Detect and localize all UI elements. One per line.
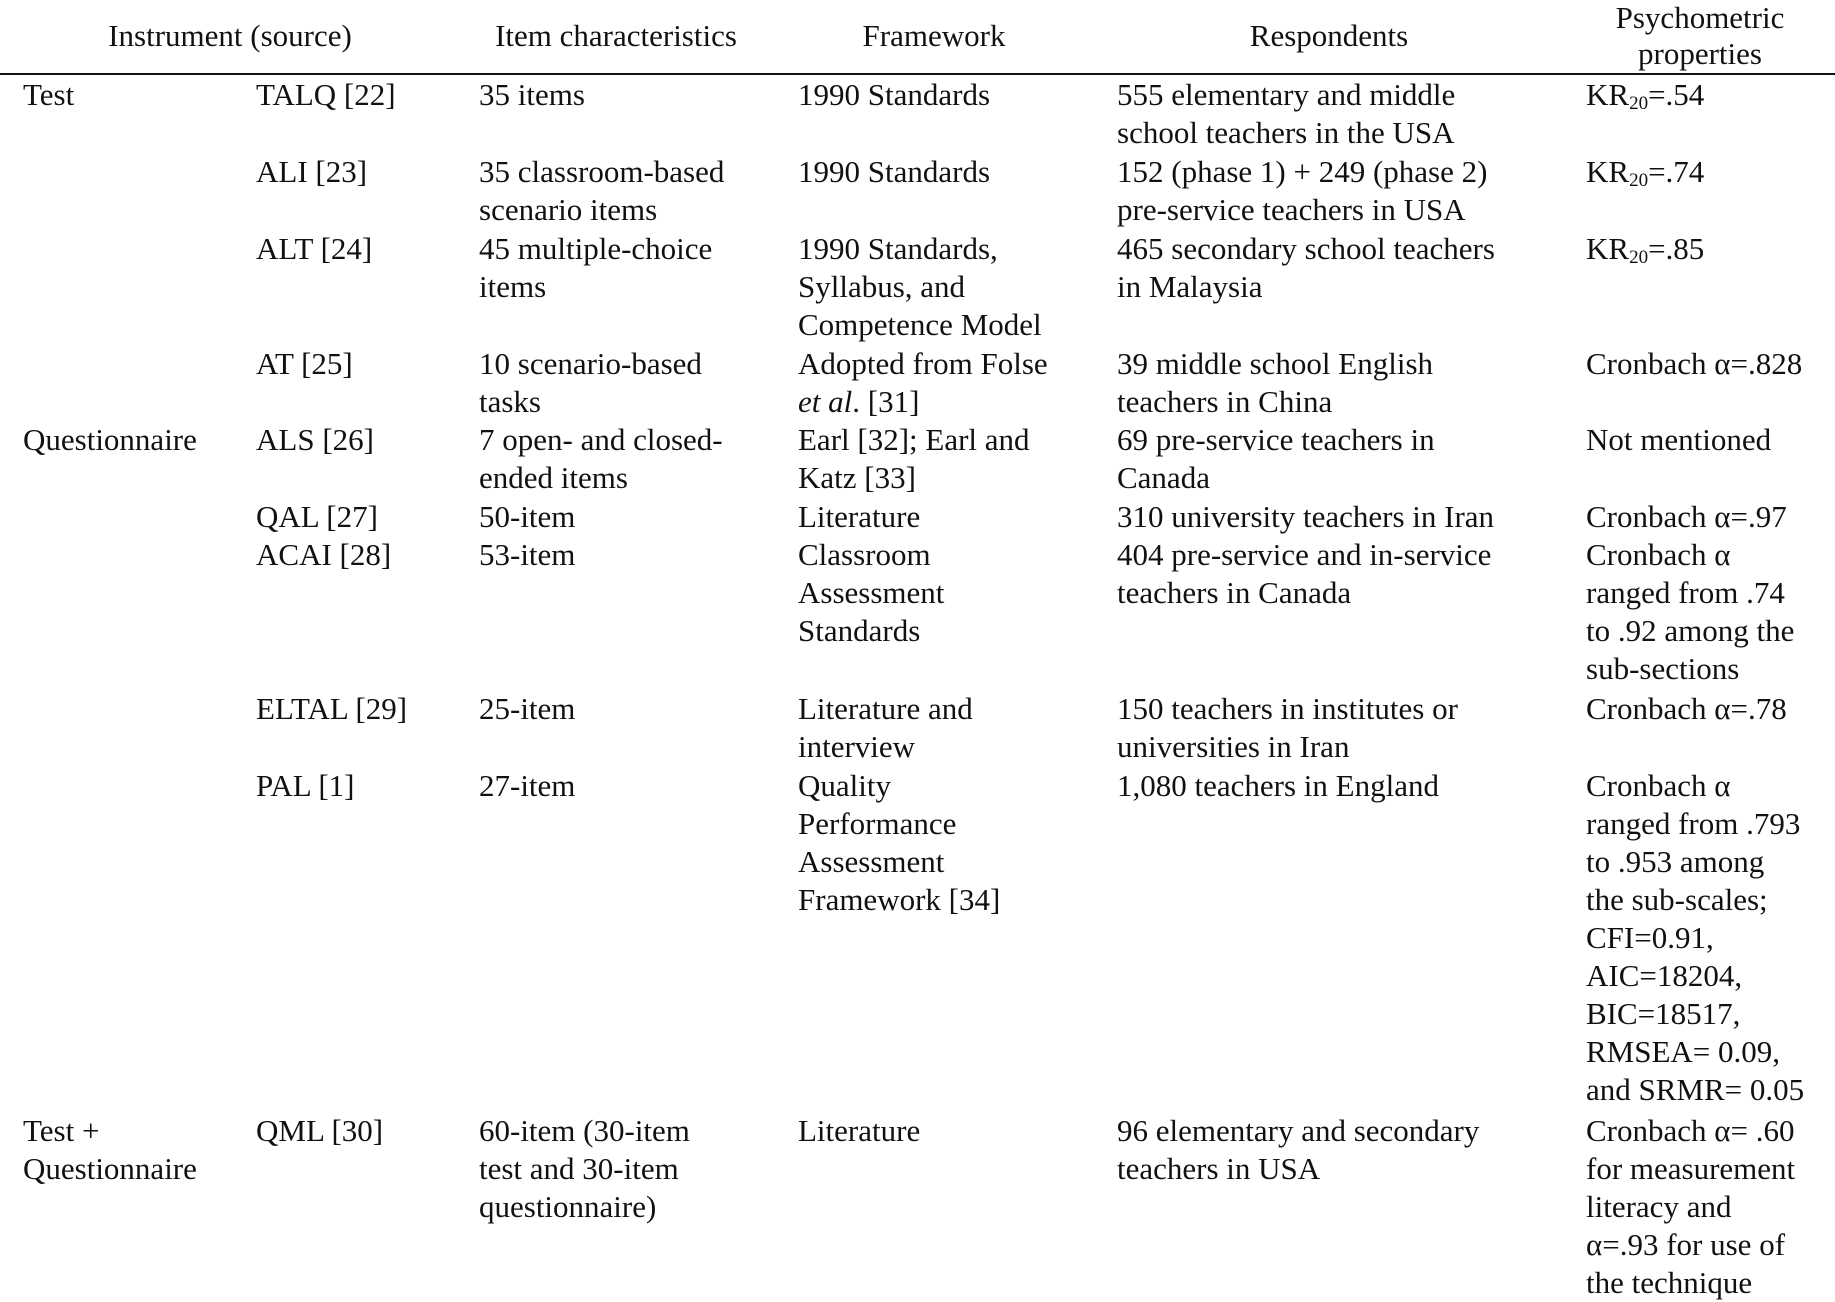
framework-line: Quality: [798, 768, 891, 803]
respondents-line: school teachers in the USA: [1117, 115, 1455, 150]
respondents-line: 96 elementary and secondary: [1117, 1113, 1480, 1148]
psychometric-line: α=.93 for use of: [1586, 1227, 1786, 1262]
framework-cell: [798, 421, 1030, 497]
respondents-cell: [1117, 1112, 1479, 1188]
respondents-cell: [1117, 767, 1439, 805]
framework-line: Katz [33]: [798, 460, 916, 495]
header-psychometric-line: properties: [1638, 36, 1762, 71]
respondents-line: 465 secondary school teachers: [1117, 231, 1495, 266]
instrument-line: QAL [27]: [256, 499, 378, 534]
framework-line: Syllabus, and: [798, 269, 966, 304]
framework-line: Performance: [798, 806, 957, 841]
psychometric-line: sub-sections: [1586, 651, 1740, 686]
items-cell: [479, 498, 575, 536]
framework-cell: [798, 536, 944, 650]
items-line: test and 30-item: [479, 1151, 679, 1186]
respondents-line: 39 middle school English: [1117, 346, 1434, 381]
items-line: 10 scenario-based: [479, 346, 702, 381]
psychometric-line: Cronbach α=.97: [1586, 499, 1787, 534]
header-psychometric: [1560, 0, 1835, 71]
psychometric-line: the technique: [1586, 1265, 1753, 1300]
category-line: Questionnaire: [23, 1151, 197, 1186]
framework-line: Literature: [798, 499, 921, 534]
instrument-cell: [256, 767, 354, 805]
respondents-line: teachers in China: [1117, 384, 1333, 419]
category-line: Questionnaire: [23, 422, 197, 457]
psychometric-line: Cronbach α= .60: [1586, 1113, 1795, 1148]
framework-line: Literature: [798, 1113, 921, 1148]
psychometric-cell: [1586, 345, 1802, 383]
instrument-line: ALT [24]: [256, 231, 373, 266]
psychometric-line: RMSEA= 0.09,: [1586, 1034, 1781, 1069]
respondents-line: universities in Iran: [1117, 729, 1350, 764]
items-cell: [479, 345, 702, 421]
items-cell: [479, 421, 723, 497]
instrument-cell: [256, 421, 374, 459]
items-line: 25-item: [479, 691, 576, 726]
respondents-cell: [1117, 76, 1455, 152]
header-rule: [0, 73, 1835, 75]
items-line: questionnaire): [479, 1189, 657, 1224]
framework-line: et al. [31]: [798, 384, 920, 419]
kr-value: $KR_{20}=.85$: [1586, 231, 1705, 268]
instrument-line: TALQ [22]: [256, 77, 396, 112]
items-line: tasks: [479, 384, 541, 419]
items-line: ended items: [479, 460, 628, 495]
psychometric-line: Not mentioned: [1586, 422, 1772, 457]
respondents-cell: [1117, 536, 1491, 612]
instrument-line: ELTAL [29]: [256, 691, 408, 726]
respondents-cell: [1117, 421, 1435, 497]
instrument-cell: [256, 498, 378, 536]
items-line: 53-item: [479, 537, 576, 572]
psychometric-cell: [1586, 1112, 1795, 1302]
header-psychometric-line: Psychometric: [1615, 0, 1785, 35]
items-line: 35 items: [479, 77, 585, 112]
respondents-line: in Malaysia: [1117, 269, 1263, 304]
items-line: 60-item (30-item: [479, 1113, 690, 1148]
table-header: [0, 0, 1835, 74]
respondents-line: Canada: [1117, 460, 1210, 495]
items-line: scenario items: [479, 192, 658, 227]
psychometric-line: AIC=18204,: [1586, 958, 1743, 993]
framework-line: Framework [34]: [798, 882, 1001, 917]
instrument-cell: [256, 76, 396, 114]
items-cell: [479, 76, 585, 114]
framework-cell: [798, 153, 990, 191]
category-line: Test: [23, 77, 75, 112]
respondents-cell: [1117, 153, 1487, 229]
instrument-line: ACAI [28]: [256, 537, 392, 572]
psychometric-cell: [1586, 421, 1771, 459]
framework-cell: [798, 345, 1048, 421]
header-instrument: Instrument (source): [108, 18, 352, 53]
psychometric-line: the sub-scales;: [1586, 882, 1768, 917]
framework-line: 1990 Standards: [798, 77, 991, 112]
psychometric-cell: [1586, 76, 1704, 114]
psychometric-line: literacy and: [1586, 1189, 1732, 1224]
psychometric-cell: [1586, 767, 1804, 1109]
respondents-line: teachers in USA: [1117, 1151, 1321, 1186]
framework-line: Adopted from Folse: [798, 346, 1048, 381]
respondents-line: 310 university teachers in Iran: [1117, 499, 1495, 534]
respondents-cell: [1117, 345, 1433, 421]
psychometric-cell: [1586, 690, 1787, 728]
items-line: 7 open- and closed-: [479, 422, 723, 457]
framework-cell: [798, 1112, 920, 1150]
psychometric-line: and SRMR= 0.05: [1586, 1072, 1805, 1107]
framework-line: Assessment: [798, 575, 945, 610]
category-line: Test +: [23, 1113, 100, 1148]
instrument-cell: [256, 230, 372, 268]
header-framework: Framework: [862, 18, 1006, 53]
items-cell: [479, 536, 575, 574]
framework-line: Literature and: [798, 691, 973, 726]
psychometric-line: BIC=18517,: [1586, 996, 1741, 1031]
category-cell: [23, 421, 197, 459]
framework-line: interview: [798, 729, 916, 764]
respondents-cell: [1117, 498, 1494, 536]
respondents-line: 404 pre-service and in-service: [1117, 537, 1492, 572]
respondents-line: 555 elementary and middle: [1117, 77, 1456, 112]
framework-line: 1990 Standards,: [798, 231, 998, 266]
respondents-line: 150 teachers in institutes or: [1117, 691, 1458, 726]
respondents-line: 1,080 teachers in England: [1117, 768, 1439, 803]
psychometric-line: to .92 among the: [1586, 613, 1795, 648]
items-line: 27-item: [479, 768, 576, 803]
items-cell: [479, 767, 575, 805]
items-line: 35 classroom-based: [479, 154, 725, 189]
framework-line: Standards: [798, 613, 921, 648]
respondents-cell: [1117, 230, 1495, 306]
framework-cell: [798, 767, 1000, 919]
psychometric-line: ranged from .74: [1586, 575, 1785, 610]
psychometric-line: CFI=0.91,: [1586, 920, 1714, 955]
framework-cell: [798, 498, 920, 536]
items-line: 45 multiple-choice: [479, 231, 713, 266]
psychometric-cell: [1586, 498, 1787, 536]
framework-line: Competence Model: [798, 307, 1042, 342]
psychometric-line: Cronbach α: [1586, 537, 1731, 572]
psychometric-line: Cronbach α=.78: [1586, 691, 1787, 726]
instrument-cell: [256, 690, 407, 728]
psychometric-cell: [1586, 536, 1794, 688]
psychometric-line: ranged from .793: [1586, 806, 1801, 841]
instrument-cell: [256, 536, 391, 574]
psychometric-cell: [1586, 230, 1704, 268]
items-cell: [479, 230, 712, 306]
header-respondents: Respondents: [1249, 18, 1409, 53]
instrument-line: QML [30]: [256, 1113, 384, 1148]
framework-line: Assessment: [798, 844, 945, 879]
instrument-line: PAL [1]: [256, 768, 355, 803]
psychometric-line: Cronbach α=.828: [1586, 346, 1803, 381]
respondents-line: 69 pre-service teachers in: [1117, 422, 1435, 457]
category-cell: [23, 1112, 197, 1188]
framework-line: Classroom: [798, 537, 931, 572]
respondents-line: pre-service teachers in USA: [1117, 192, 1466, 227]
psychometric-line: Cronbach α: [1586, 768, 1731, 803]
respondents-cell: [1117, 690, 1458, 766]
framework-cell: [798, 690, 973, 766]
kr-value: $KR_{20}=.74$: [1586, 154, 1705, 191]
framework-cell: [798, 76, 990, 114]
psychometric-line: to .953 among: [1586, 844, 1765, 879]
respondents-line: 152 (phase 1) + 249 (phase 2): [1117, 154, 1488, 189]
instrument-cell: [256, 1112, 383, 1150]
header-item-characteristics: Item characteristics: [495, 18, 737, 53]
items-cell: [479, 690, 575, 728]
items-line: items: [479, 269, 547, 304]
psychometric-cell: [1586, 153, 1704, 191]
psychometric-line: for measurement: [1586, 1151, 1796, 1186]
respondents-line: teachers in Canada: [1117, 575, 1352, 610]
items-cell: [479, 1112, 690, 1226]
instrument-line: AT [25]: [256, 346, 353, 381]
kr-value: $KR_{20}=.54$: [1586, 77, 1705, 114]
instrument-line: ALI [23]: [256, 154, 368, 189]
instrument-cell: [256, 153, 367, 191]
category-cell: [23, 76, 74, 114]
items-cell: [479, 153, 724, 229]
framework-line: Earl [32]; Earl and: [798, 422, 1030, 457]
instrument-cell: [256, 345, 353, 383]
instrument-line: ALS [26]: [256, 422, 374, 457]
framework-line: 1990 Standards: [798, 154, 991, 189]
framework-cell: [798, 230, 1042, 344]
items-line: 50-item: [479, 499, 576, 534]
